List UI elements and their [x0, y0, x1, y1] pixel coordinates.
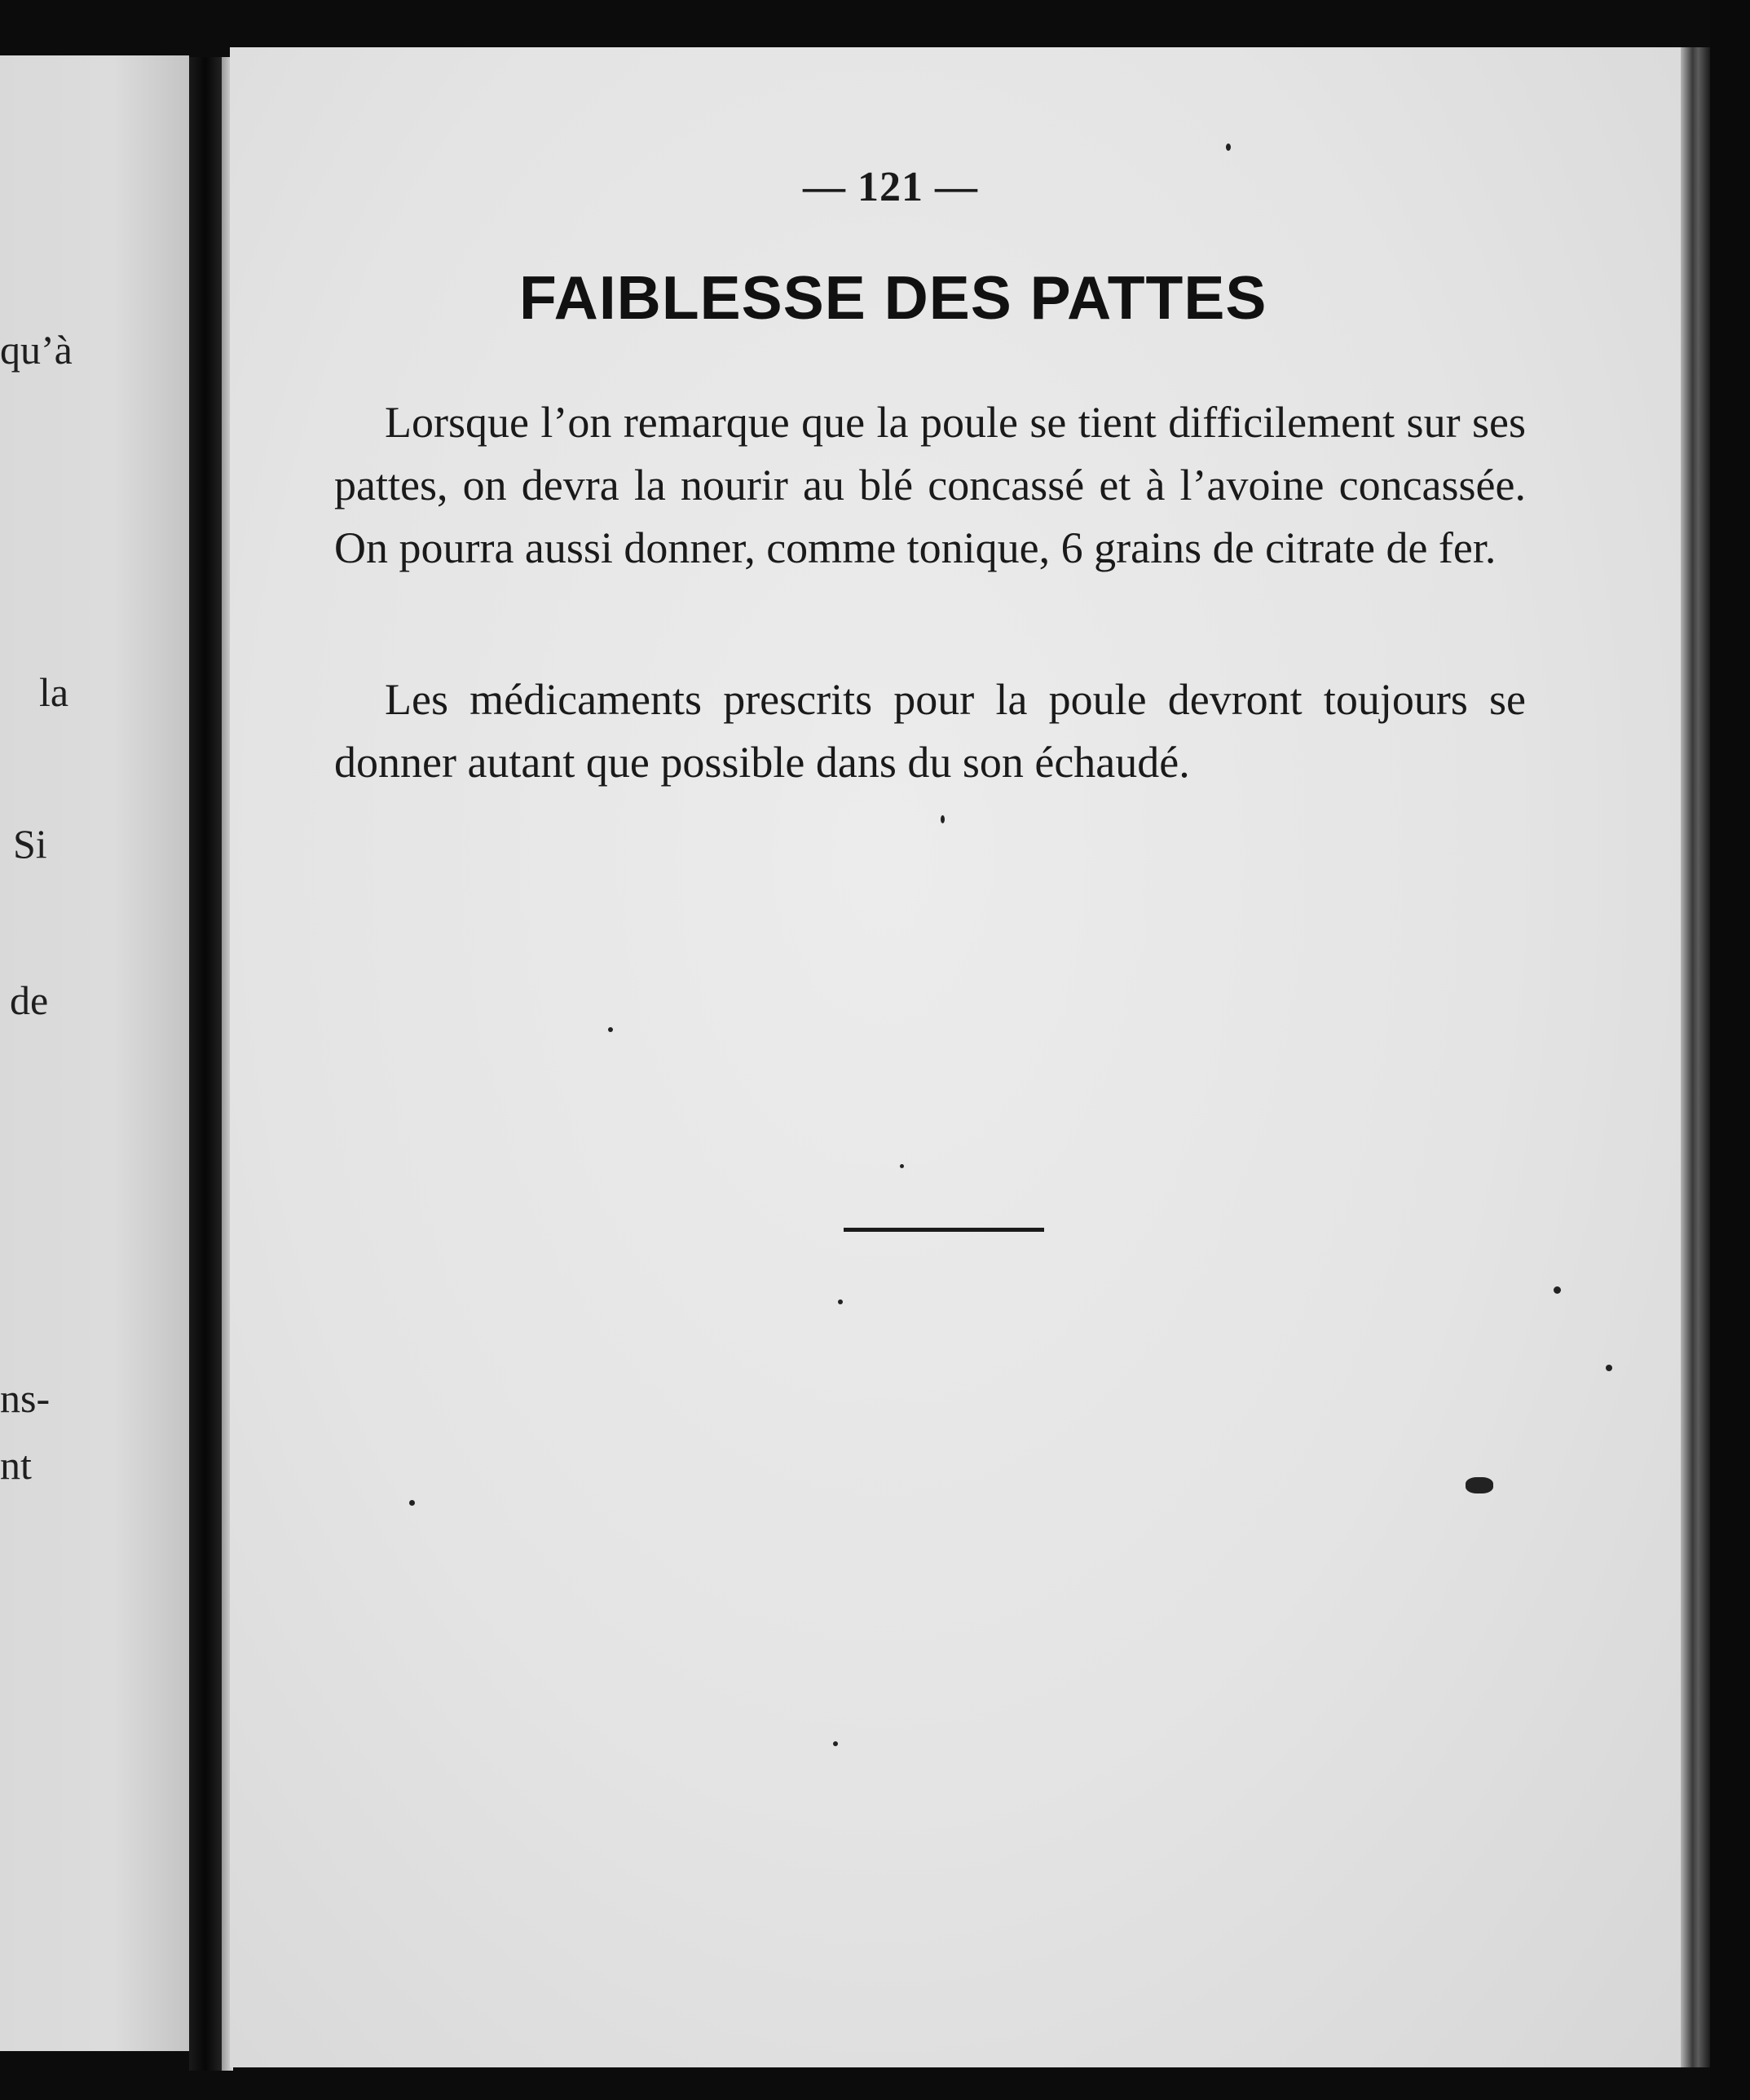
scan-speck: [1554, 1286, 1561, 1294]
scan-speck: [833, 1741, 838, 1746]
body-paragraph: Lorsque l’on remarque que la poule se tient difficilement sur ses pattes, on devra la nourir au blé concassé et à l’avoine concassée. On pourra aussi donner, comme tonique, 6 grains de citrate de fer.: [334, 398, 1526, 572]
previous-page: [0, 55, 189, 2051]
left-page-fragment: qu’à: [0, 327, 73, 373]
book-gutter: [189, 57, 222, 2071]
scan-speck: [608, 1027, 613, 1032]
scan-speck: [941, 815, 945, 823]
left-page-fragment: ns-: [0, 1375, 51, 1421]
end-rule: [844, 1228, 1044, 1232]
page-edge: [1681, 47, 1710, 2067]
scan-speck: [838, 1299, 843, 1304]
section-title: FAIBLESSE DES PATTES: [519, 263, 1267, 332]
page-number: — 121 —: [803, 164, 978, 210]
scan-speck: [900, 1164, 904, 1168]
body-paragraph: Les médicaments prescrits pour la poule devront toujours se donner autant que possible dans du son échaudé.: [334, 675, 1526, 787]
left-page-fragment: Si: [13, 821, 47, 867]
scan-speck: [1606, 1365, 1612, 1371]
scan-speck: [1226, 143, 1231, 151]
scan-border: [1710, 0, 1750, 2100]
left-page-fragment: nt: [0, 1442, 32, 1488]
scan-speck: [409, 1500, 415, 1506]
left-page-fragment: de: [10, 977, 49, 1023]
scan-speck: [1466, 1477, 1493, 1493]
current-page: [230, 47, 1682, 2067]
left-page-fragment: la: [39, 669, 69, 715]
